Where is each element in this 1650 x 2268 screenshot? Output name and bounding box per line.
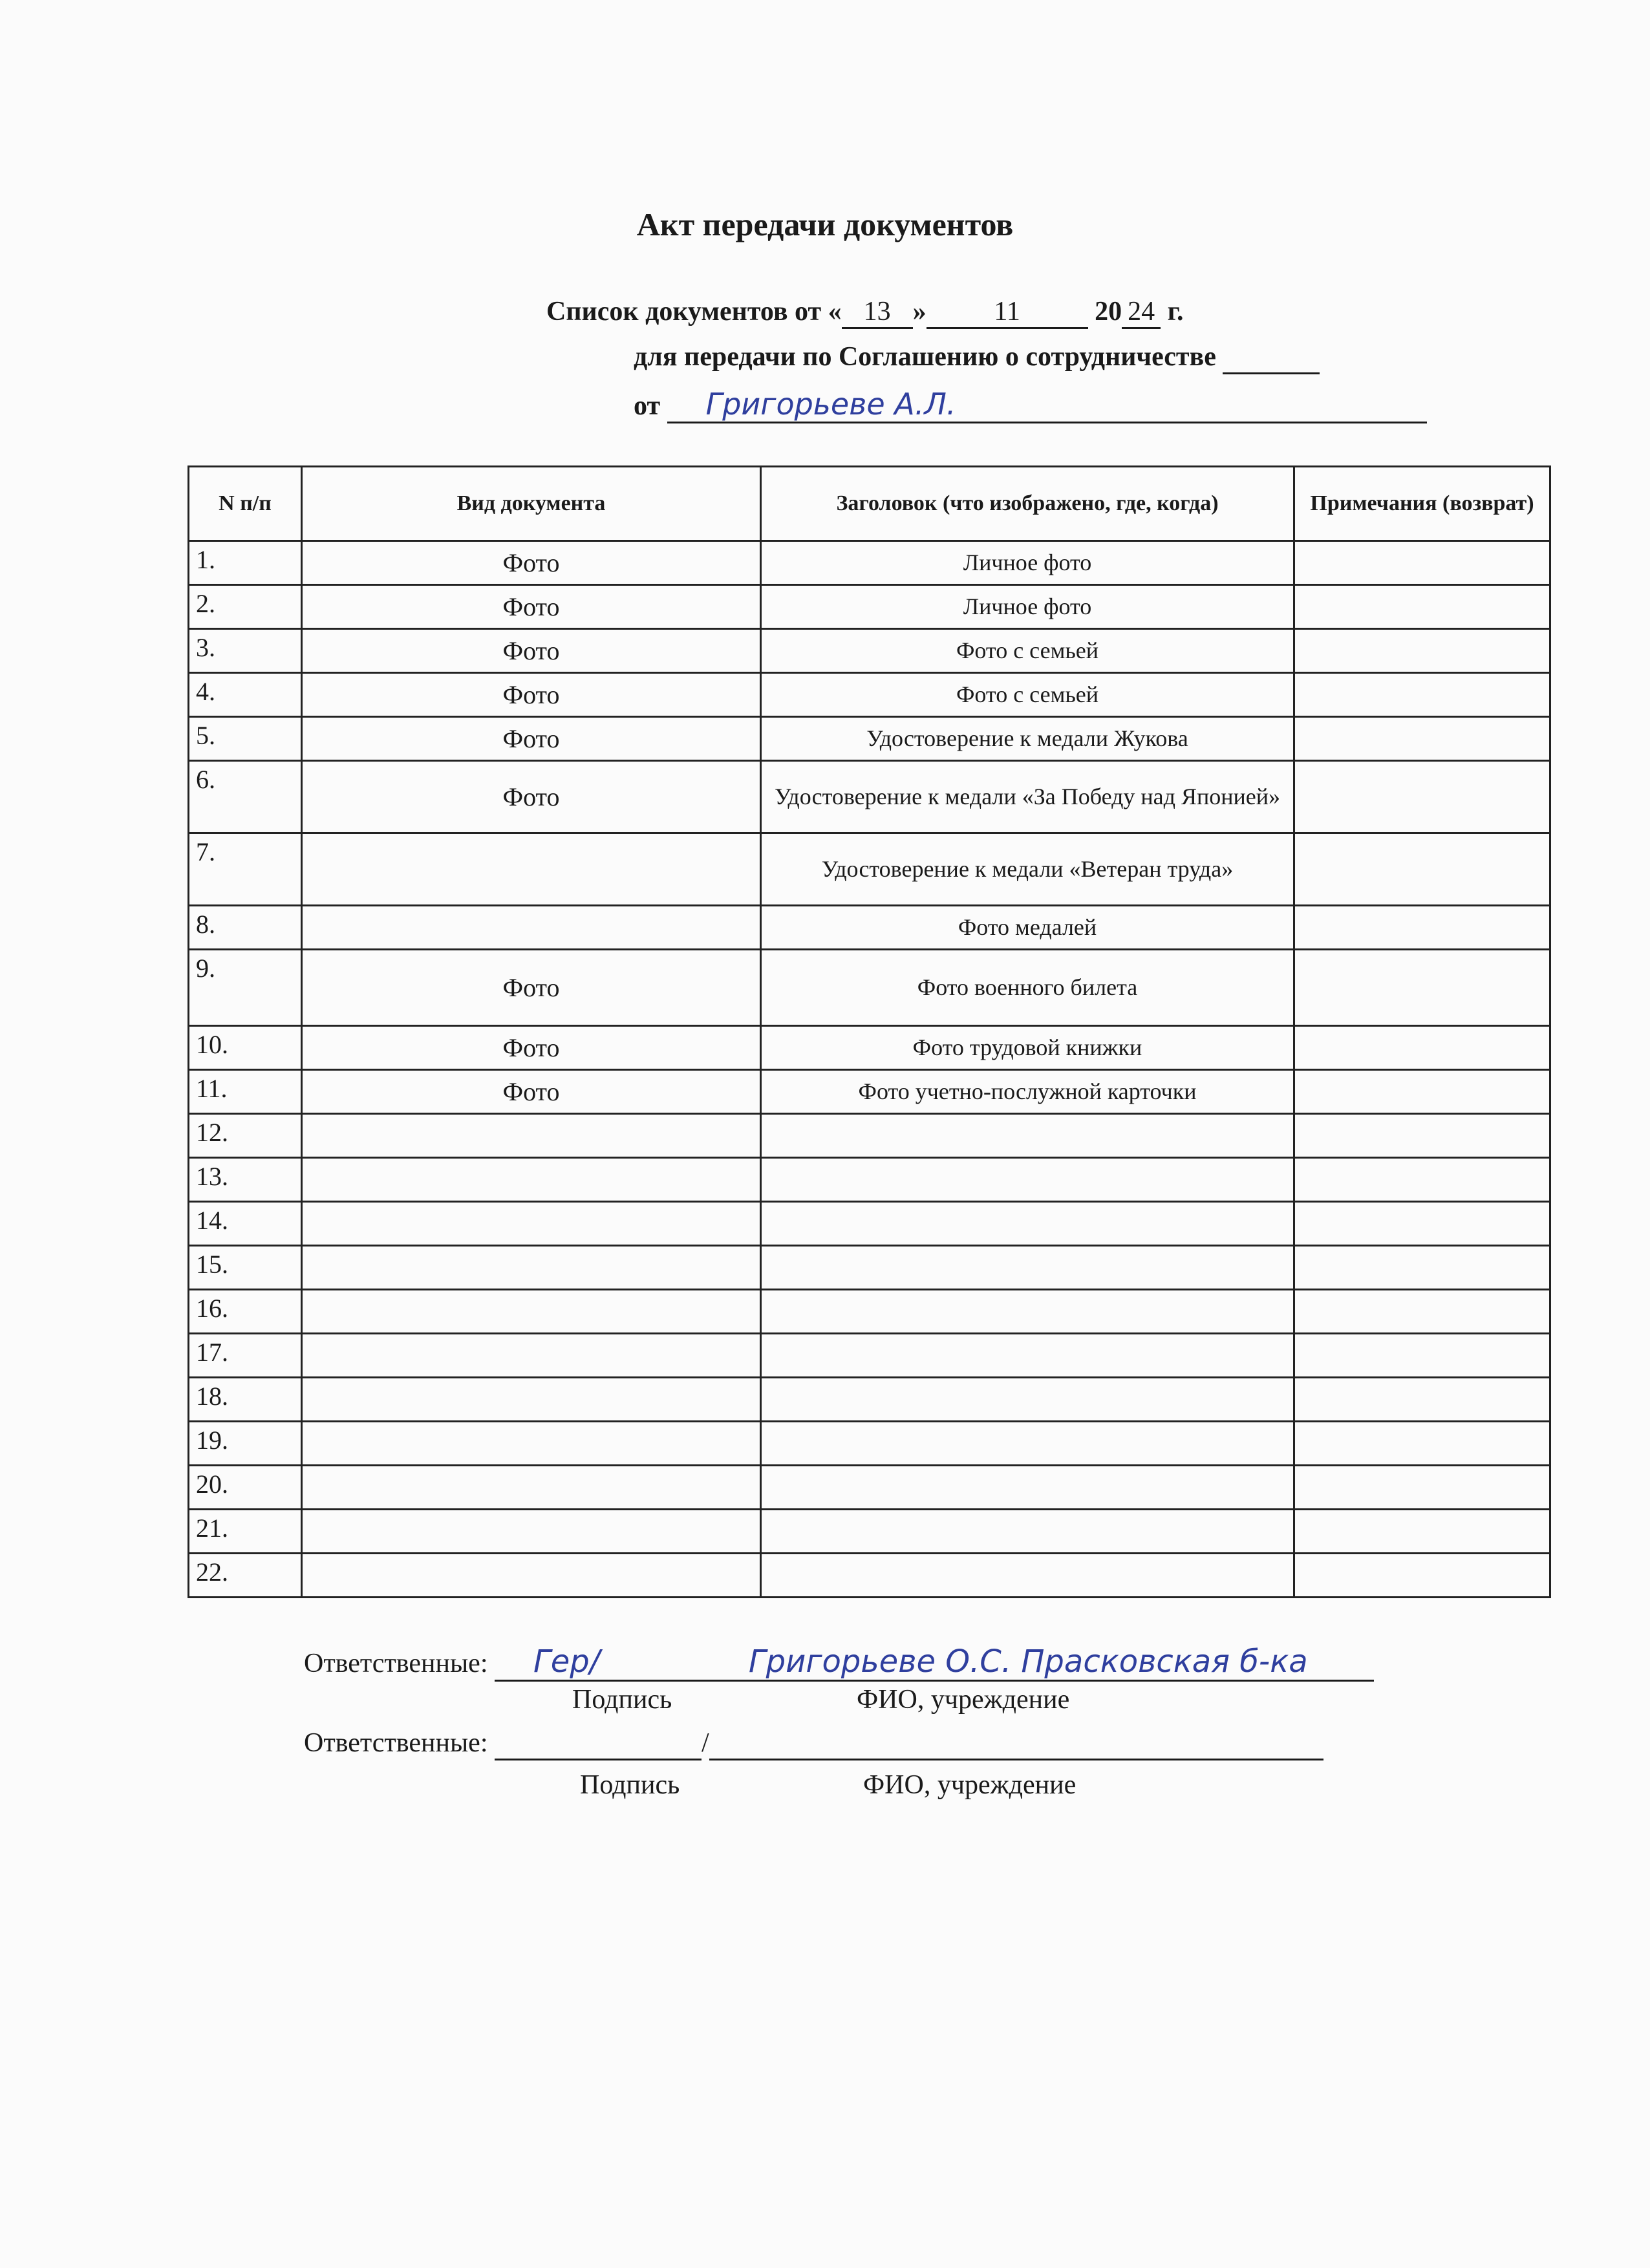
list-date-day: 13 (842, 296, 913, 329)
row-title: Фото трудовой книжки (761, 1026, 1294, 1070)
table-row (189, 1422, 1550, 1466)
row-title: Фото медалей (761, 906, 1294, 950)
table-row (189, 1070, 1550, 1114)
row-note (1294, 1114, 1550, 1158)
row-note (1294, 717, 1550, 761)
row-number: 22. (189, 1554, 302, 1598)
row-title (761, 1202, 1294, 1246)
row-kind: Фото (302, 1026, 761, 1070)
row-title (761, 1290, 1294, 1334)
row-title (761, 1554, 1294, 1598)
row-title: Личное фото (761, 585, 1294, 629)
row-number: 2. (189, 585, 302, 629)
list-date-month: 11 (927, 296, 1088, 329)
row-title (761, 1510, 1294, 1554)
row-title (761, 1114, 1294, 1158)
responsible-1-signature: Гер/ (533, 1643, 600, 1680)
table-row (189, 629, 1550, 673)
row-number: 13. (189, 1158, 302, 1202)
row-title (761, 1334, 1294, 1378)
table-row (189, 717, 1550, 761)
row-number: 11. (189, 1070, 302, 1114)
agreement-text: для передачи по Соглашению о сотрудничестве (634, 342, 1216, 372)
list-date-suffix: г. (1167, 297, 1184, 326)
row-kind: Фото (302, 541, 761, 585)
agreement-line (634, 341, 1320, 374)
responsible-1-caption-name: ФИО, учреждение (857, 1685, 1070, 1715)
responsible-1-label: Ответственные: (304, 1649, 488, 1678)
responsible-1-field (495, 1643, 1374, 1682)
row-note (1294, 1158, 1550, 1202)
row-number: 15. (189, 1246, 302, 1290)
table-row (189, 1114, 1550, 1158)
table-row (189, 1158, 1550, 1202)
from-line (634, 387, 1427, 423)
row-note (1294, 1290, 1550, 1334)
table-row (189, 1554, 1550, 1598)
row-number: 14. (189, 1202, 302, 1246)
responsible-2-caption-signature: Подпись (580, 1770, 680, 1800)
responsible-1-line (304, 1643, 1374, 1682)
row-kind (302, 1422, 761, 1466)
row-title: Фото с семьей (761, 629, 1294, 673)
row-note (1294, 629, 1550, 673)
row-kind (302, 906, 761, 950)
table-body (189, 541, 1550, 1598)
row-number: 7. (189, 833, 302, 906)
row-kind (302, 1114, 761, 1158)
row-note (1294, 1246, 1550, 1290)
row-note (1294, 585, 1550, 629)
row-note (1294, 1026, 1550, 1070)
from-name-field (667, 387, 1427, 423)
row-title: Фото учетно-послужной карточки (761, 1070, 1294, 1114)
row-kind (302, 1202, 761, 1246)
row-title (761, 1378, 1294, 1422)
row-note (1294, 673, 1550, 717)
row-title: Фото военного билета (761, 950, 1294, 1026)
row-number: 3. (189, 629, 302, 673)
row-number: 4. (189, 673, 302, 717)
table-row (189, 1466, 1550, 1510)
list-date-year-prefix: 20 (1095, 297, 1122, 326)
row-kind: Фото (302, 950, 761, 1026)
row-title: Удостоверение к медали «Ветеран труда» (761, 833, 1294, 906)
row-kind: Фото (302, 673, 761, 717)
row-number: 6. (189, 761, 302, 833)
page-title: Акт передачи документов (636, 206, 1014, 242)
table-row (189, 673, 1550, 717)
row-number: 1. (189, 541, 302, 585)
responsible-2-separator: / (701, 1728, 709, 1758)
row-note (1294, 1466, 1550, 1510)
row-number: 16. (189, 1290, 302, 1334)
row-number: 9. (189, 950, 302, 1026)
table-row (189, 1510, 1550, 1554)
row-note (1294, 1202, 1550, 1246)
row-title: Личное фото (761, 541, 1294, 585)
responsible-2-caption-name: ФИО, учреждение (863, 1770, 1077, 1800)
row-note (1294, 833, 1550, 906)
col-header-kind: Вид документа (302, 467, 761, 541)
row-kind (302, 1378, 761, 1422)
responsible-1-caption-signature: Подпись (572, 1685, 672, 1715)
documents-table (188, 465, 1551, 1598)
row-number: 10. (189, 1026, 302, 1070)
row-title (761, 1246, 1294, 1290)
list-date-line (546, 296, 1183, 329)
row-note (1294, 761, 1550, 833)
row-title (761, 1422, 1294, 1466)
table-header-row (189, 467, 1550, 541)
row-kind (302, 1554, 761, 1598)
table-row (189, 1378, 1550, 1422)
row-note (1294, 541, 1550, 585)
row-title: Удостоверение к медали Жукова (761, 717, 1294, 761)
row-number: 5. (189, 717, 302, 761)
table-row (189, 1026, 1550, 1070)
col-header-title: Заголовок (что изображено, где, когда) (761, 467, 1294, 541)
row-note (1294, 1070, 1550, 1114)
row-kind (302, 1246, 761, 1290)
responsible-2-label: Ответственные: (304, 1728, 488, 1758)
responsible-2-line (304, 1728, 1323, 1760)
row-kind: Фото (302, 761, 761, 833)
col-header-number: N п/п (189, 467, 302, 541)
table-row (189, 1334, 1550, 1378)
col-header-notes: Примечания (возврат) (1294, 467, 1550, 541)
row-kind (302, 1290, 761, 1334)
from-handwritten-name: Григорьеве А.Л. (705, 387, 956, 422)
row-title: Удостоверение к медали «За Победу над Японией» (761, 761, 1294, 833)
row-kind: Фото (302, 1070, 761, 1114)
table-row (189, 1246, 1550, 1290)
row-note (1294, 950, 1550, 1026)
row-kind: Фото (302, 717, 761, 761)
row-kind: Фото (302, 629, 761, 673)
row-number: 21. (189, 1510, 302, 1554)
row-number: 18. (189, 1378, 302, 1422)
row-title (761, 1158, 1294, 1202)
row-note (1294, 1510, 1550, 1554)
row-kind (302, 1334, 761, 1378)
row-note (1294, 1422, 1550, 1466)
list-date-mid: » (912, 297, 927, 326)
row-title (761, 1466, 1294, 1510)
row-number: 20. (189, 1466, 302, 1510)
list-date-year-suffix: 24 (1122, 296, 1161, 329)
table-row (189, 761, 1550, 833)
row-note (1294, 906, 1550, 950)
row-kind (302, 1158, 761, 1202)
row-note (1294, 1334, 1550, 1378)
table-row (189, 585, 1550, 629)
agreement-number-blank (1223, 341, 1320, 374)
table-row (189, 833, 1550, 906)
row-note (1294, 1378, 1550, 1422)
table-row (189, 1290, 1550, 1334)
responsible-2-signature-blank (495, 1728, 702, 1760)
table-row (189, 541, 1550, 585)
row-kind (302, 1510, 761, 1554)
table-row (189, 1202, 1550, 1246)
responsible-2-name-blank (709, 1728, 1323, 1760)
row-title: Фото с семьей (761, 673, 1294, 717)
from-label: от (634, 391, 661, 421)
table-row (189, 950, 1550, 1026)
row-number: 19. (189, 1422, 302, 1466)
row-number: 12. (189, 1114, 302, 1158)
row-note (1294, 1554, 1550, 1598)
row-kind (302, 1466, 761, 1510)
row-number: 8. (189, 906, 302, 950)
row-kind: Фото (302, 585, 761, 629)
row-number: 17. (189, 1334, 302, 1378)
list-date-prefix: Список документов от « (546, 297, 842, 326)
responsible-1-handwritten-name: Григорьеве О.С. Прасковская б-ка (748, 1643, 1308, 1680)
table-row (189, 906, 1550, 950)
row-kind (302, 833, 761, 906)
